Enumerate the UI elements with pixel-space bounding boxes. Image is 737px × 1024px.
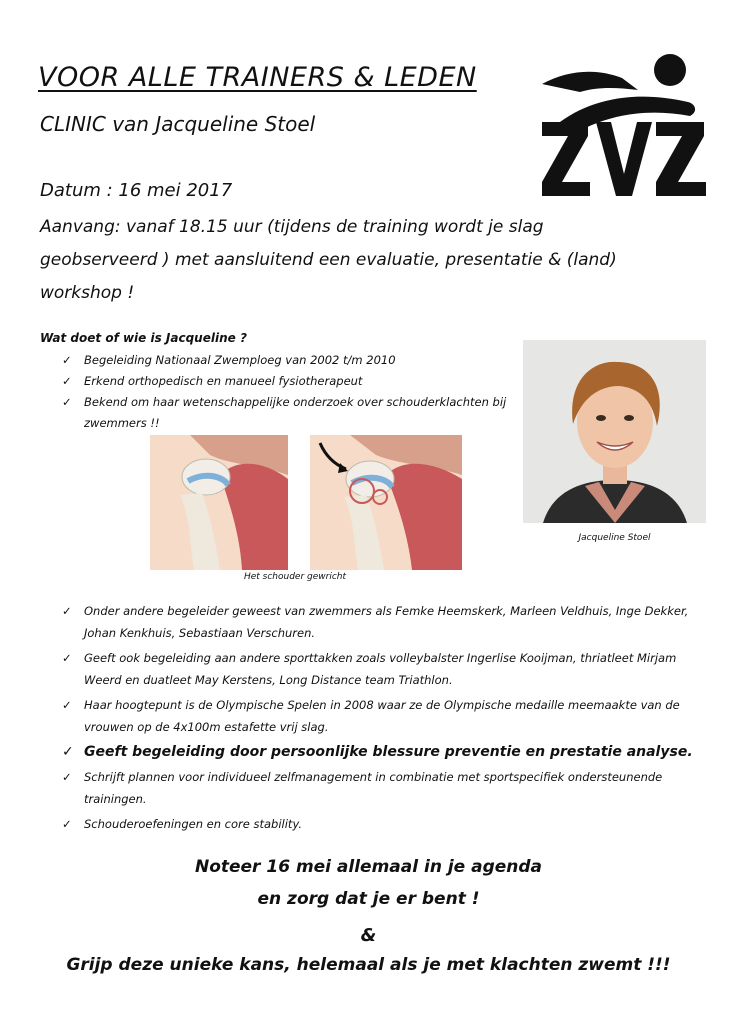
event-date: Datum : 16 mei 2017 (40, 180, 233, 201)
list-item: ✓ Schrijft plannen voor individueel zelfmanagement in combinatie met sportspecifiek ondersteunende trainingen. (60, 766, 700, 810)
list-item-highlight: ✓ Geeft begeleiding door persoonlijke blessure preventie en prestatie analyse. (60, 741, 700, 763)
list-item: ✓ Geeft ook begeleiding aan andere sporttakken zoals volleybalster Ingerlise Kooijman, thriatleet Mirjam Weerd en duatleet May Kerstens, Long Distance team Triathlon. (60, 647, 700, 691)
list-item: ✓ Onder andere begeleider geweest van zwemmers als Femke Heemskerk, Marleen Veldhuis, Inge Dekker, Johan Kenkhuis, Sebastiaan Verschuren. (60, 600, 700, 644)
checkmark-icon: ✓ (62, 698, 72, 712)
zvz-logo (538, 22, 708, 202)
list-item: ✓ Haar hoogtepunt is de Olympische Spelen in 2008 waar ze de Olympische medaille meemaakte van de vrouwen op de 4x100m estafette vrij slag. (60, 694, 700, 738)
list-item: ✓ Bekend om haar wetenschappelijke onderzoek over schouderklachten bij zwemmers !! (60, 392, 530, 434)
illustration-caption: Het schouder gewricht (243, 572, 347, 582)
shoulder-healthy-image (150, 435, 288, 570)
checkmark-icon: ✓ (62, 770, 72, 784)
closing-ampersand: & (360, 925, 377, 946)
photo-caption: Jacqueline Stoel (578, 533, 651, 543)
clinic-subtitle: CLINIC van Jacqueline Stoel (40, 112, 316, 136)
checkmark-icon: ✓ (62, 744, 74, 760)
about-list (60, 350, 530, 434)
checkmark-icon: ✓ (62, 353, 72, 367)
event-start-description: Aanvang: vanaf 18.15 uur (tijdens de training wordt je slag geobserveerd ) met aansluitend een evaluatie, presentatie & (land) workshop ! (40, 217, 617, 303)
closing-line-1: Noteer 16 mei allemaal in je agenda (194, 857, 543, 877)
checkmark-icon: ✓ (62, 374, 72, 388)
list-item: ✓ Schouderoefeningen en core stability. (60, 813, 700, 835)
list-item: ✓ Begeleiding Nationaal Zwemploeg van 2002 t/m 2010 (60, 350, 530, 371)
closing-line-2: en zorg dat je er bent ! (257, 889, 480, 909)
closing-line-4: Grijp deze unieke kans, helemaal als je met klachten zwemt !!! (66, 955, 671, 975)
checkmark-icon: ✓ (62, 817, 72, 831)
list-item: ✓ Erkend orthopedisch en manueel fysiotherapeut (60, 371, 530, 392)
checkmark-icon: ✓ (62, 604, 72, 618)
shoulder-joint-illustration (150, 435, 462, 570)
jacqueline-photo (523, 340, 706, 523)
checkmark-icon: ✓ (62, 651, 72, 665)
checkmark-icon: ✓ (62, 395, 72, 409)
about-heading: Wat doet of wie is Jacqueline ? (40, 331, 247, 345)
shoulder-injured-image (310, 435, 462, 570)
page-title: VOOR ALLE TRAINERS & LEDEN (38, 62, 477, 93)
zvz-logo-text (542, 122, 706, 196)
details-list (60, 600, 700, 838)
